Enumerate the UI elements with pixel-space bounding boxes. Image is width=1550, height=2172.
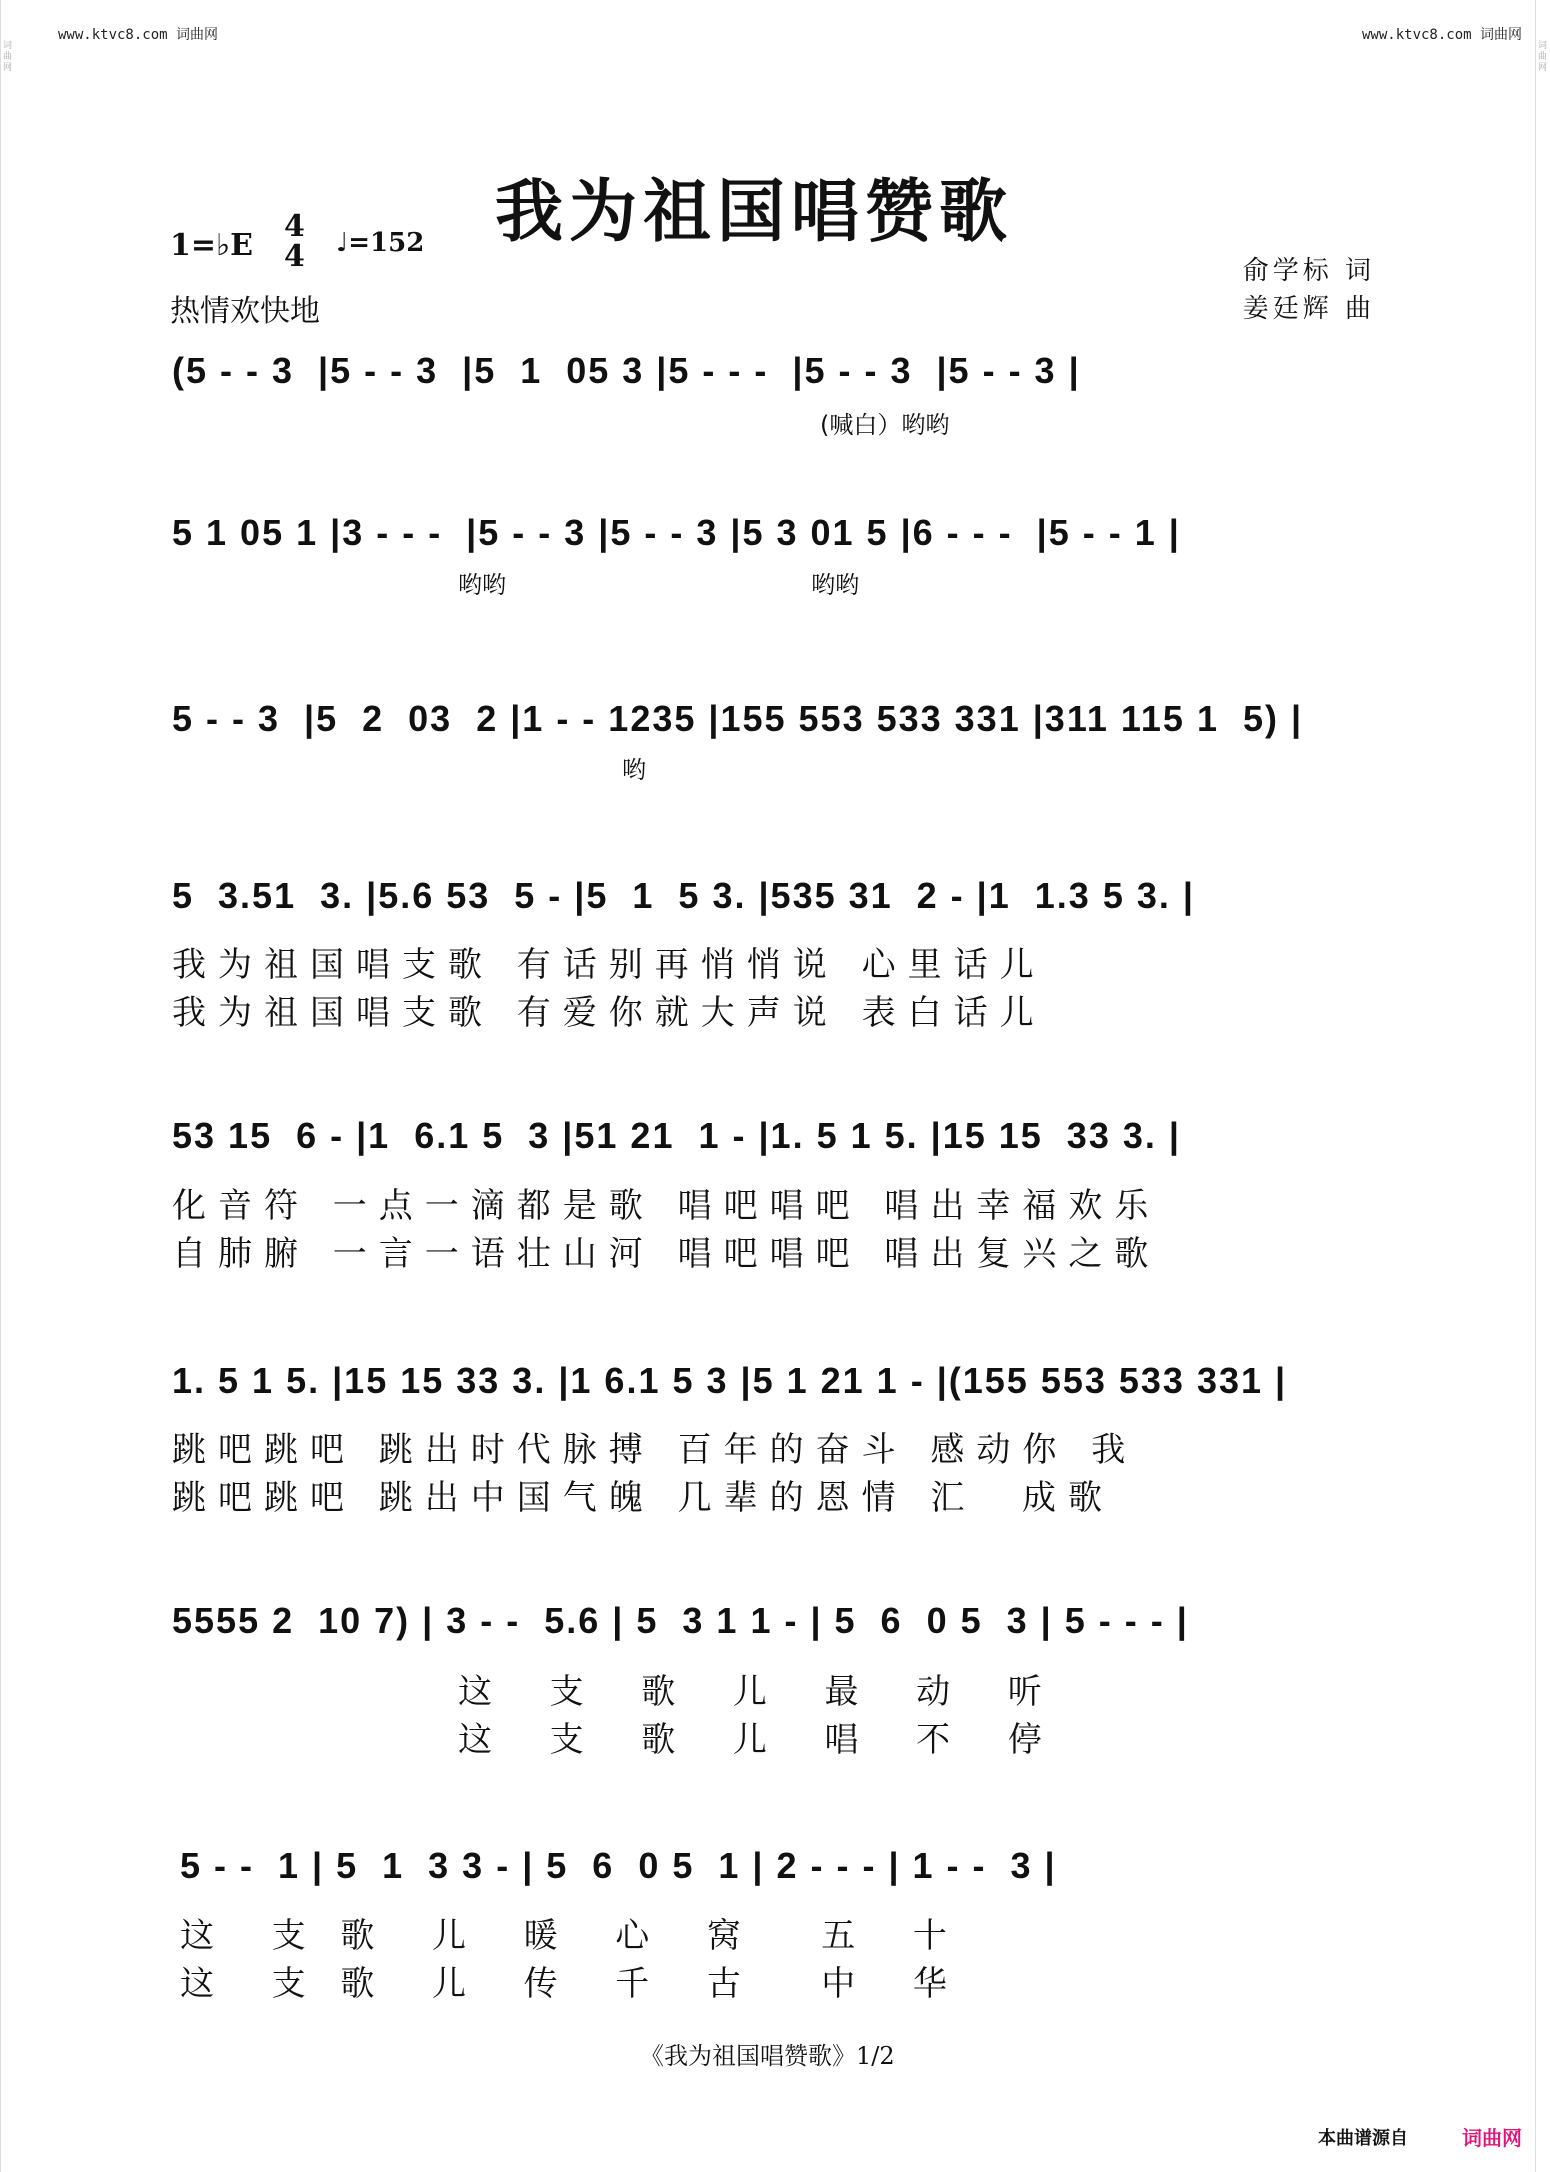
system-5-notes: 53 15 6 - |1 6.1 5 3 |51 21 1 - |1. 5 1 5. |15 15 33 3. | bbox=[172, 1115, 1181, 1156]
system-5-lyrics-verse-1: 化音符 一点一滴都是歌 唱吧唱吧 唱出幸福欢乐 bbox=[172, 1186, 1161, 1226]
system-8-lyrics-verse-2: 这 支 歌 儿 传 千 古 中 华 bbox=[180, 1964, 959, 2004]
page-label: 《我为祖国唱赞歌》1/2 bbox=[640, 2042, 895, 2070]
source-label: 本曲谱源自 bbox=[1318, 2128, 1408, 2149]
site-header-left[interactable]: www.ktvc8.com 词曲网 bbox=[58, 27, 219, 43]
tempo-marking: ♩=152 bbox=[336, 228, 425, 258]
system-3-lyrics: 哟 bbox=[622, 756, 646, 784]
system-3-notes: 5 - - 3 |5 2 03 2 |1 - - 1235 |155 553 533 331 |311 115 1 5) | bbox=[172, 698, 1304, 739]
site-header-right[interactable]: www.ktvc8.com 词曲网 bbox=[1362, 27, 1523, 43]
system-4-lyrics-verse-1: 我为祖国唱支歌 有话别再悄悄说 心里话儿 bbox=[172, 945, 1046, 985]
system-5-lyrics-verse-2: 自肺腑 一言一语壮山河 唱吧唱吧 唱出复兴之歌 bbox=[172, 1234, 1161, 1274]
system-7-notes: 5555 2 10 7) | 3 - - 5.6 | 5 3 1 1 - | 5 6 0 5 3 | 5 - - - | bbox=[172, 1600, 1189, 1641]
system-8-lyrics-verse-1: 这 支 歌 儿 暖 心 窝 五 十 bbox=[180, 1916, 959, 1956]
system-8-notes: 5 - - 1 | 5 1 3 3 - | 5 6 0 5 1 | 2 - - - | 1 - - 3 | bbox=[180, 1845, 1057, 1886]
system-2-lyrics: 哟哟 哟哟 bbox=[458, 571, 860, 599]
left-watermark-text: 词曲网 bbox=[1, 40, 11, 73]
source-brand-link[interactable]: 词曲网 bbox=[1462, 2126, 1522, 2150]
system-6-notes: 1. 5 1 5. |15 15 33 3. |1 6.1 5 3 |5 1 21 1 - |(155 553 533 331 | bbox=[172, 1360, 1288, 1401]
system-7-lyrics-verse-1: 这 支 歌 儿 最 动 听 bbox=[458, 1672, 1054, 1712]
system-4-notes: 5 3.51 3. |5.6 53 5 - |5 1 5 3. |535 31 2 - |1 1.3 5 3. | bbox=[172, 875, 1195, 916]
key-signature: 1=♭E bbox=[170, 228, 254, 263]
system-2-notes: 5 1 05 1 |3 - - - |5 - - 3 |5 - - 3 |5 3 01 5 |6 - - - |5 - - 1 | bbox=[172, 512, 1181, 553]
right-watermark-text: 词曲网 bbox=[1536, 40, 1546, 73]
time-signature-top: 4 bbox=[284, 209, 305, 244]
right-watermark-strip bbox=[1535, 0, 1550, 2172]
system-1-notes: (5 - - 3 |5 - - 3 |5 1 05 3 |5 - - - |5 - - 3 |5 - - 3 | bbox=[172, 350, 1081, 391]
system-6-lyrics-verse-2: 跳吧跳吧 跳出中国气魄 几辈的恩情 汇 成歌 bbox=[172, 1478, 1115, 1518]
system-7-lyrics-verse-2: 这 支 歌 儿 唱 不 停 bbox=[458, 1720, 1054, 1760]
time-signature bbox=[284, 209, 305, 274]
song-title: 我为祖国唱赞歌 bbox=[495, 172, 1014, 252]
system-1-lyrics: (喊白）哟哟 bbox=[820, 411, 950, 439]
time-signature-bottom: 4 bbox=[284, 239, 305, 274]
composer-credit: 姜廷辉 曲 bbox=[1242, 294, 1375, 324]
mood-marking: 热情欢快地 bbox=[170, 294, 320, 329]
lyricist-credit: 俞学标 词 bbox=[1242, 256, 1375, 286]
left-watermark-strip bbox=[0, 0, 15, 2172]
system-6-lyrics-verse-1: 跳吧跳吧 跳出时代脉搏 百年的奋斗 感动你 我 bbox=[172, 1430, 1138, 1470]
system-4-lyrics-verse-2: 我为祖国唱支歌 有爱你就大声说 表白话儿 bbox=[172, 993, 1046, 1033]
